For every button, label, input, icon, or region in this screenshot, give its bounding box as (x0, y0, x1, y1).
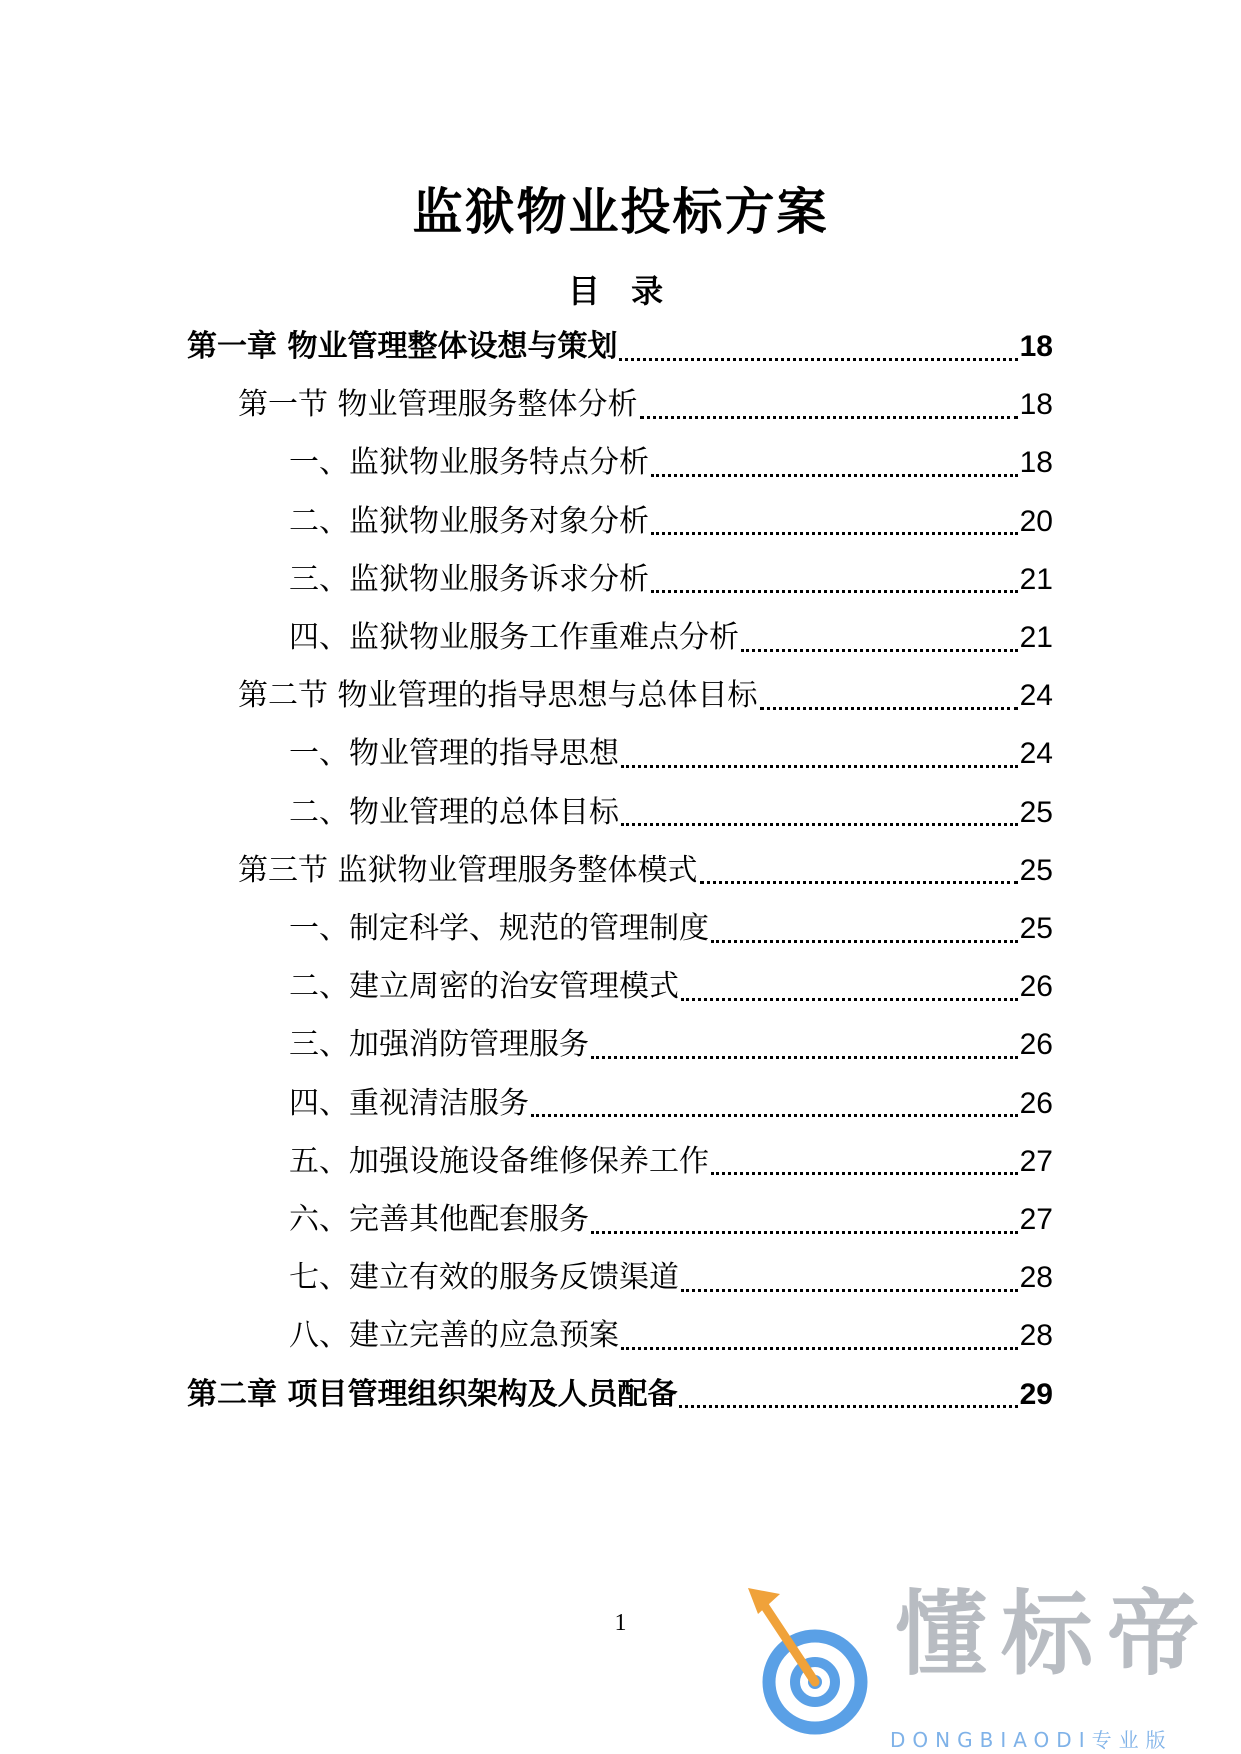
toc-entry-page: 18 (1019, 330, 1053, 363)
toc-entry-label: 四、监狱物业服务工作重难点分析 (289, 620, 739, 655)
toc-entry[interactable] (289, 1081, 1053, 1127)
toc-dot-leader (651, 474, 1018, 477)
toc-entry-label: 四、重视清洁服务 (289, 1085, 529, 1121)
toc-entry-page: 25 (1019, 853, 1053, 887)
toc-entry-label: 第一节 物业管理服务整体分析 (238, 387, 638, 423)
toc-entry[interactable] (289, 906, 1053, 952)
toc-entry-label: 八、建立完善的应急预案 (289, 1318, 619, 1354)
watermark-logo (740, 1580, 1220, 1750)
toc-entry-page: 25 (1019, 912, 1053, 945)
toc-entry-page: 24 (1019, 737, 1053, 771)
toc-dot-leader (681, 1289, 1018, 1292)
toc-entry[interactable] (289, 615, 1053, 661)
toc-entry[interactable] (289, 1313, 1053, 1359)
toc-entry[interactable] (238, 382, 1053, 428)
page-number: 1 (614, 1610, 627, 1636)
toc-entry-page: 25 (1019, 795, 1053, 829)
toc-dot-leader (711, 940, 1018, 943)
toc-dot-leader (700, 881, 1018, 884)
toc-entry-page: 29 (1019, 1377, 1053, 1411)
toc-entry[interactable] (289, 1255, 1053, 1301)
toc-entry-page: 27 (1019, 1203, 1053, 1236)
toc-entry-label: 第二章 项目管理组织架构及人员配备 (187, 1376, 678, 1412)
toc-entry-label: 五、加强设施设备维修保养工作 (289, 1143, 709, 1179)
toc-dot-leader (711, 1172, 1018, 1175)
toc-dot-leader (760, 707, 1018, 710)
toc-entry-page: 24 (1019, 679, 1053, 713)
toc-entry-page: 18 (1019, 446, 1053, 480)
document-title: 监狱物业投标方案 (412, 183, 829, 241)
toc-entry-label: 六、完善其他配套服务 (289, 1202, 589, 1237)
toc-dot-leader (591, 1056, 1018, 1059)
watermark-subtitle: DONGBIAODI专业版 (890, 1728, 1173, 1752)
toc-entry[interactable] (289, 1139, 1053, 1185)
toc-entry-page: 21 (1019, 562, 1053, 596)
toc-entry[interactable] (238, 848, 1053, 894)
toc-dot-leader (619, 358, 1017, 361)
toc-entry[interactable] (238, 673, 1053, 719)
toc-entry[interactable] (289, 440, 1053, 486)
toc-entry-label: 三、加强消防管理服务 (289, 1027, 589, 1063)
toc-entry-page: 20 (1019, 504, 1053, 538)
toc-entry[interactable] (289, 499, 1053, 545)
toc-entry-label: 七、建立有效的服务反馈渠道 (289, 1260, 679, 1296)
toc-entry-page: 21 (1019, 621, 1053, 654)
toc-entry-label: 三、监狱物业服务诉求分析 (289, 561, 649, 597)
toc-entry[interactable] (187, 1372, 1053, 1418)
toc-entry-page: 27 (1019, 1144, 1053, 1178)
toc-dot-leader (651, 590, 1018, 593)
toc-entry-label: 第二节 物业管理的指导思想与总体目标 (238, 678, 758, 714)
toc-entry-label: 一、物业管理的指导思想 (289, 736, 619, 772)
toc-entry[interactable] (289, 1022, 1053, 1068)
toc-dot-leader (651, 532, 1018, 535)
toc-dot-leader (741, 649, 1018, 652)
toc-dot-leader (640, 416, 1018, 419)
toc-entry[interactable] (289, 1197, 1053, 1243)
toc-entry-label: 第一章 物业管理整体设想与策划 (187, 329, 618, 364)
watermark-brand: 懂标帝 (895, 1581, 1214, 1688)
toc-entry-label: 二、物业管理的总体目标 (289, 794, 619, 830)
toc-dot-leader (591, 1231, 1018, 1234)
toc-entry-page: 28 (1019, 1319, 1053, 1353)
toc-entry[interactable] (289, 557, 1053, 603)
toc-entry[interactable] (289, 731, 1053, 777)
toc-dot-leader (621, 765, 1018, 768)
toc-dot-leader (621, 823, 1018, 826)
toc-entry-label: 二、监狱物业服务对象分析 (289, 503, 649, 539)
toc-entry-label: 一、制定科学、规范的管理制度 (289, 911, 709, 946)
toc-dot-leader (681, 998, 1018, 1001)
toc-entry-page: 26 (1019, 1028, 1053, 1062)
target-arrow-icon (740, 1580, 890, 1750)
toc-dot-leader (621, 1347, 1018, 1350)
toc-entry-page: 18 (1019, 388, 1053, 422)
toc-entry[interactable] (289, 964, 1053, 1010)
toc-dot-leader (679, 1405, 1017, 1408)
toc-entry[interactable] (187, 324, 1053, 370)
toc-entry-label: 二、建立周密的治安管理模式 (289, 969, 679, 1005)
toc-entry-label: 第三节 监狱物业管理服务整体模式 (238, 852, 698, 888)
toc-entry[interactable] (289, 790, 1053, 836)
toc-entry-page: 26 (1019, 970, 1053, 1004)
toc-entry-label: 一、监狱物业服务特点分析 (289, 445, 649, 481)
toc-entry-page: 26 (1019, 1086, 1053, 1120)
toc-dot-leader (531, 1114, 1018, 1117)
toc-entry-page: 28 (1019, 1261, 1053, 1295)
toc-heading: 目 录 (567, 272, 674, 310)
